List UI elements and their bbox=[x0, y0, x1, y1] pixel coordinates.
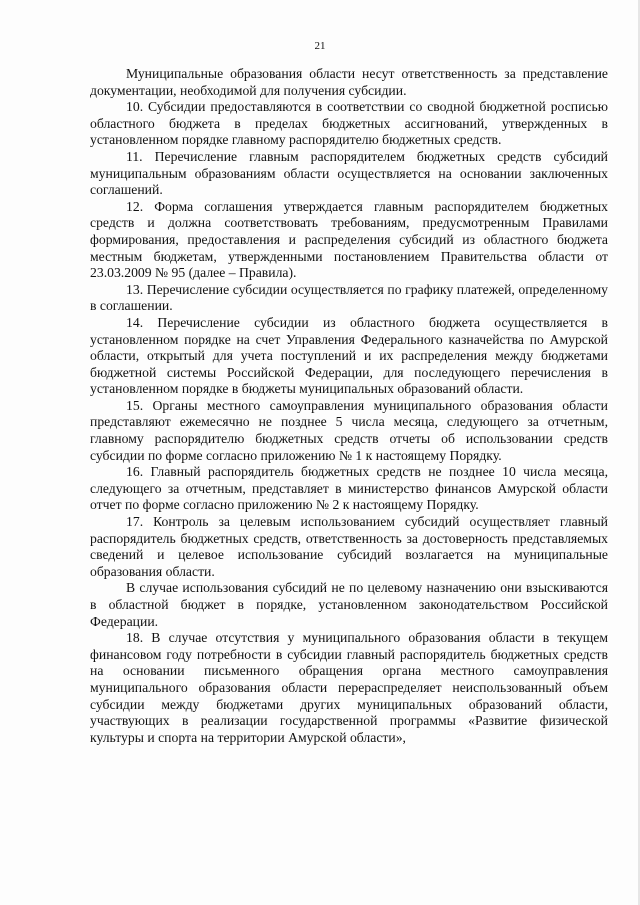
document-body bbox=[90, 66, 608, 746]
paragraph-responsibility: Муниципальные образования области несут ответственность за представление документации, необходимой для получения субсидии. bbox=[90, 66, 608, 98]
paragraph-18: 18. В случае отсутствия у муниципального образования области в текущем финансовом году потребности в субсидии главный распорядитель бюджетных средств на основании письменного обращения органа местного самоуправления муниципального образования области перераспределяет неиспользованный объем субсидии между бюджетами других муниципальных образований области, участвующих в реализации государственной программы «Развитие физической культуры и спорта на территории Амурской области», bbox=[90, 630, 608, 745]
paragraph-14: 14. Перечисление субсидии из областного бюджета осуществляется в установленном порядке на счет Управления Федерального казначейства по Амурской области, открытый для учета поступлений и их распределения между бюджетами бюджетной системы Российской Федерации, для последующего перечисления в установленном порядке в бюджеты муниципальных образований области. bbox=[90, 314, 608, 397]
paragraph-15: 15. Органы местного самоуправления муниципального образования области представляют ежемесячно не позднее 5 числа месяца, следующего за отчетным, главному распорядителю бюджетных средств отчеты об использовании средств субсидии по форме согласно приложению № 1 к настоящему Порядку. bbox=[90, 397, 608, 463]
paragraph-13: 13. Перечисление субсидии осуществляется по графику платежей, определенному в соглашении. bbox=[90, 281, 608, 314]
paragraph-11: 11. Перечисление главным распорядителем бюджетных средств субсидий муниципальным образованиям области осуществляется на основании заключенных соглашений. bbox=[90, 148, 608, 198]
paragraph-12: 12. Форма соглашения утверждается главным распорядителем бюджетных средств и должна соответствовать требованиям, предусмотренным Правилами формирования, предоставления и распределения субсидий из областного бюджета местным бюджетам, утвержденными постановлением Правительства области от 23.03.2009 № 95 (далее – Правила). bbox=[90, 198, 608, 281]
paragraph-16: 16. Главный распорядитель бюджетных средств не позднее 10 числа месяца, следующего за отчетным, представляет в министерство финансов Амурской области отчет по форме согласно приложению № 2 к настоящему Порядку. bbox=[90, 464, 608, 513]
paragraph-17: 17. Контроль за целевым использованием субсидий осуществляет главный распорядитель бюджетных средств, ответственность за достоверность представляемых сведений и целевое использование субсидий возлагается на муниципальные образования области. bbox=[90, 514, 608, 579]
paragraph-10: 10. Субсидии предоставляются в соответствии со сводной бюджетной росписью областного бюджета в пределах бюджетных ассигнований, утвержденных в установленном порядке главному распорядителю бюджетных средств. bbox=[90, 99, 608, 148]
paragraph-misuse: В случае использования субсидий не по целевому назначению они взыскиваются в областной бюджет в порядке, установленном законодательством Российской Федерации. bbox=[90, 580, 608, 629]
page-number: 21 bbox=[314, 40, 326, 52]
